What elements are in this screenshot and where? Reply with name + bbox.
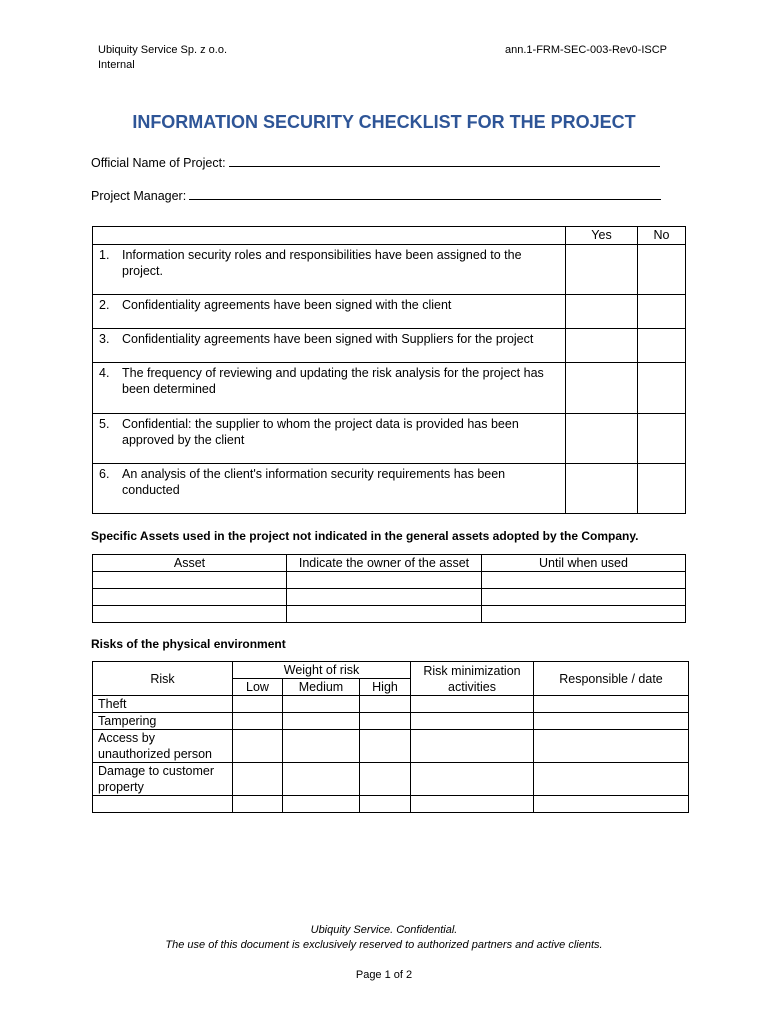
company-name: Ubiquity Service Sp. z o.o. [98, 44, 228, 56]
risk-row [93, 696, 689, 713]
no-cell[interactable] [638, 329, 686, 363]
item-text: Confidentiality agreements have been signed with the client [122, 298, 452, 312]
low-cell[interactable] [233, 763, 283, 796]
medium-cell[interactable] [283, 696, 360, 713]
until-cell[interactable] [482, 572, 686, 589]
responsible-cell[interactable] [534, 763, 689, 796]
document-header-left [98, 43, 227, 73]
asset-row [93, 589, 686, 606]
until-cell[interactable] [482, 589, 686, 606]
yes-cell[interactable] [566, 464, 638, 514]
owner-cell[interactable] [287, 589, 482, 606]
high-cell[interactable] [360, 730, 411, 763]
checklist-header-blank [93, 227, 566, 245]
checklist-item [93, 363, 566, 414]
project-manager-input-line[interactable] [189, 187, 661, 200]
owner-col-header: Indicate the owner of the asset [287, 555, 482, 572]
minimization-col-header: Risk minimization activities [411, 662, 534, 696]
footer-confidential [0, 923, 768, 953]
yes-cell[interactable] [566, 245, 638, 295]
checklist-header-row [93, 227, 686, 245]
responsible-cell[interactable] [534, 730, 689, 763]
asset-cell[interactable] [93, 606, 287, 623]
minimization-cell[interactable] [411, 763, 534, 796]
low-cell[interactable] [233, 730, 283, 763]
risk-row [93, 730, 689, 763]
assets-heading: Specific Assets used in the project not indicated in the general assets adopted by the Company. [91, 529, 639, 543]
minimization-cell[interactable] [411, 696, 534, 713]
no-cell[interactable] [638, 414, 686, 464]
high-cell[interactable] [360, 796, 411, 813]
risk-name: Access by unauthorized person [93, 730, 233, 763]
classification-label: Internal [98, 59, 135, 71]
item-text: Information security roles and responsibilities have been assigned to the project. [122, 248, 522, 278]
risk-name[interactable] [93, 796, 233, 813]
item-number: 6. [99, 467, 110, 481]
responsible-cell[interactable] [534, 696, 689, 713]
no-cell[interactable] [638, 363, 686, 414]
until-col-header: Until when used [482, 555, 686, 572]
checklist-item [93, 245, 566, 295]
asset-col-header: Asset [93, 555, 287, 572]
low-cell[interactable] [233, 696, 283, 713]
project-manager-label: Project Manager: [91, 189, 187, 203]
asset-cell[interactable] [93, 572, 287, 589]
owner-cell[interactable] [287, 572, 482, 589]
owner-cell[interactable] [287, 606, 482, 623]
asset-row [93, 606, 686, 623]
col-yes-header: Yes [566, 227, 638, 245]
project-name-field [91, 154, 660, 170]
asset-row [93, 572, 686, 589]
checklist-row [93, 245, 686, 295]
yes-cell[interactable] [566, 295, 638, 329]
item-number: 5. [99, 417, 110, 431]
checklist-row [93, 295, 686, 329]
risks-table [92, 661, 689, 813]
risk-name: Damage to customer property [93, 763, 233, 796]
low-col-header: Low [233, 679, 283, 696]
medium-cell[interactable] [283, 713, 360, 730]
footer-line-1: Ubiquity Service. Confidential. [310, 924, 458, 936]
checklist-row [93, 363, 686, 414]
assets-table [92, 554, 686, 623]
medium-cell[interactable] [283, 763, 360, 796]
document-code: ann.1-FRM-SEC-003-Rev0-ISCP [505, 44, 667, 56]
item-text: Confidentiality agreements have been signed with Suppliers for the project [122, 332, 534, 346]
until-cell[interactable] [482, 606, 686, 623]
checklist-item [93, 329, 566, 363]
project-manager-field [91, 187, 661, 203]
weight-col-header: Weight of risk [233, 662, 411, 679]
yes-cell[interactable] [566, 329, 638, 363]
risks-header-row [93, 662, 689, 679]
responsible-cell[interactable] [534, 713, 689, 730]
item-text: Confidential: the supplier to whom the project data is provided has been approved by the client [122, 417, 519, 447]
risk-row [93, 763, 689, 796]
col-no-header: No [638, 227, 686, 245]
high-cell[interactable] [360, 763, 411, 796]
responsible-col-header: Responsible / date [534, 662, 689, 696]
no-cell[interactable] [638, 464, 686, 514]
checklist-item [93, 414, 566, 464]
low-cell[interactable] [233, 713, 283, 730]
item-number: 4. [99, 366, 110, 380]
no-cell[interactable] [638, 295, 686, 329]
yes-cell[interactable] [566, 363, 638, 414]
risk-col-header: Risk [93, 662, 233, 696]
medium-cell[interactable] [283, 796, 360, 813]
item-number: 3. [99, 332, 110, 346]
risk-name: Theft [93, 696, 233, 713]
project-name-label: Official Name of Project: [91, 156, 226, 170]
minimization-cell[interactable] [411, 713, 534, 730]
minimization-cell[interactable] [411, 796, 534, 813]
assets-header-row [93, 555, 686, 572]
high-cell[interactable] [360, 713, 411, 730]
medium-cell[interactable] [283, 730, 360, 763]
asset-cell[interactable] [93, 589, 287, 606]
checklist-item [93, 464, 566, 514]
checklist-item [93, 295, 566, 329]
risks-heading: Risks of the physical environment [91, 637, 286, 651]
footer-line-2: The use of this document is exclusively reserved to authorized partners and active clients. [165, 939, 603, 951]
risk-name: Tampering [93, 713, 233, 730]
low-cell[interactable] [233, 796, 283, 813]
responsible-cell[interactable] [534, 796, 689, 813]
medium-col-header: Medium [283, 679, 360, 696]
item-text: An analysis of the client's information security requirements has been conducted [122, 467, 506, 497]
page-number: Page 1 of 2 [355, 969, 413, 981]
item-number: 1. [99, 248, 110, 262]
checklist-row [93, 464, 686, 514]
checklist-row [93, 414, 686, 464]
checklist-table [92, 226, 686, 514]
item-number: 2. [99, 298, 110, 312]
yes-cell[interactable] [566, 414, 638, 464]
item-text: The frequency of reviewing and updating the risk analysis for the project has been determined [122, 366, 544, 396]
page-title: INFORMATION SECURITY CHECKLIST FOR THE PROJECT [132, 112, 636, 132]
no-cell[interactable] [638, 245, 686, 295]
checklist-row [93, 329, 686, 363]
risk-row [93, 713, 689, 730]
high-cell[interactable] [360, 696, 411, 713]
project-name-input-line[interactable] [229, 154, 660, 167]
risk-row [93, 796, 689, 813]
high-col-header: High [360, 679, 411, 696]
minimization-cell[interactable] [411, 730, 534, 763]
